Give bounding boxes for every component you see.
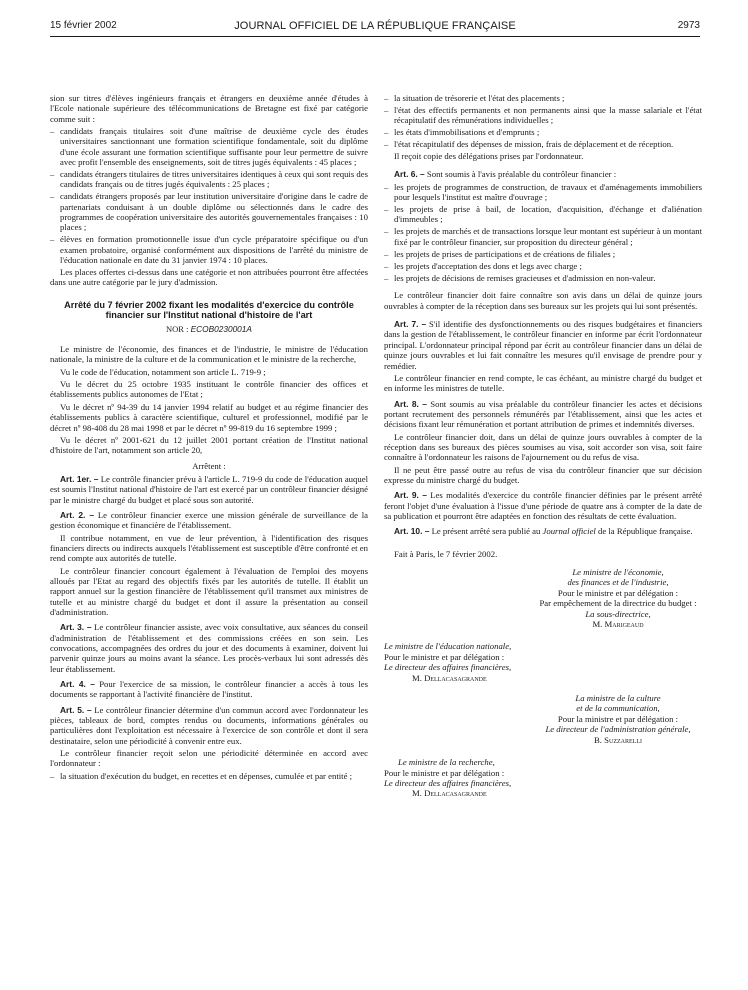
- article-2-paragraph: Le contrôleur financier concourt également à l'évaluation de l'emploi des moyens alloués par l'Etat au regard des objectifs fixés par les autorités de tutelle. Il établit un rapport annuel sur la gestion financière de l'établissement qu'il transmet aux ministres de tutelle et au ministre chargé du budget et dont il assure la présentation au conseil d'administration.: [50, 565, 368, 617]
- signature-place-date: Fait à Paris, le 7 février 2002.: [394, 548, 498, 559]
- list-item: – l'état des effectifs permanents et non permanents ainsi que la masse salariale et l'état récapitulatif des rémunérations individuelles ;: [384, 104, 702, 126]
- article-2-paragraph: Il contribue notamment, en vue de leur prévention, à l'identification des risques financiers directs ou indirects auxquels l'établissement est susceptible d'être confronté et en rend compte aux autorités de tutelle.: [50, 532, 368, 564]
- signature-block: Le ministre de l'économie, des finances et de l'industrie, Pour le ministre et par délégation : Par empêchement de la directrice du budget : La sous-directrice, M. Marigeaud: [384, 567, 702, 629]
- article-5: Art. 5. – Le contrôleur financier détermine d'un commun accord avec l'ordonnateur les pièces, tableaux de bord, comptes rendus ou documents, informations générales ou particulières dont l'exploitation est nécessaire à l'exercice de son contrôle et dont il sera destinataire, selon une périodicité à convenir entre eux.: [50, 704, 368, 746]
- article-6-end: Le contrôleur financier doit faire connaître son avis dans un délai de quinze jours ouvrables à compter de la réception dans ses bureaux sur les projets qui lui sont présentés.: [384, 290, 702, 311]
- article-8: Art. 8. – Sont soumis au visa préalable du contrôleur financier les actes et décisions portant recrutement des personnels rémunérés par l'établissement, ainsi que les actes et décisions fixant leur rémunération et portant attribution de primes et indemnités diverses.: [384, 398, 702, 430]
- signatory-name: M. Marigeaud: [592, 619, 644, 630]
- list-item: – la situation d'exécution du budget, en recettes et en dépenses, cumulée et par entité ;: [50, 770, 353, 781]
- header-date: 15 février 2002: [50, 20, 117, 31]
- article-9: Art. 9. – Les modalités d'exercice du contrôle financier définies par le présent arrêté feront l'objet d'une évaluation à l'issue d'une période de quatre ans à compter de la date de sa publication et pourront être adaptées en fonction des résultats de cette évaluation.: [384, 490, 702, 521]
- arretent-heading: Arrêtent :: [192, 460, 226, 471]
- places-note: Les places offertes ci-dessus dans une catégorie et non attribuées pourront être affectées dans une autre catégorie par le jury d'admission.: [50, 266, 368, 288]
- right-column: [384, 93, 702, 799]
- list-item: – les projets de décisions de remises gracieuses et d'admission en non-valeur.: [384, 272, 656, 283]
- signatory-name: M. Dellacasagrande: [412, 672, 487, 683]
- article-8-paragraph: Il ne peut être passé outre au refus de visa du contrôleur financier que sur décision expresse du ministre chargé du budget.: [384, 464, 702, 485]
- list-item: – candidats français titulaires soit d'une maîtrise de deuxième cycle des études universitaires sanctionnant une formation scientifique fondamentale, soit du diplôme d'une école assurant une formation scientifique suffisante pour leur permettre de suivre avec profit l'ensemble des enseignements, soit de titres jugés équivalents : 45 places ;: [50, 126, 368, 168]
- visa-line: Vu le décret du 25 octobre 1935 instituant le contrôle financier des offices et établissements publics autonomes de l'Etat ;: [50, 379, 368, 400]
- header-page-number: 2973: [677, 20, 700, 31]
- article-6: Art. 6. – Sont soumis à l'avis préalable du contrôleur financier :: [394, 169, 617, 180]
- list-item: – les projets de marchés et de transactions lorsque leur montant est supérieur à un montant fixé par le contrôleur financier, sur proposition du directeur général ;: [384, 226, 702, 247]
- signatory-name: B. Suzzarelli: [594, 734, 642, 745]
- article-4: Art. 4. – Pour l'exercice de sa mission, le contrôleur financier a accès à tous les documents se rapportant à l'activité financière de l'institut.: [50, 679, 368, 700]
- page-header: [50, 18, 700, 34]
- signature-block: La ministre de la culture et de la communication, Pour la ministre et par délégation : Le directeur de l'administration générale, B. Suzzarelli: [384, 693, 702, 745]
- article-7: Art. 7. – S'il identifie des dysfonctionnements ou des risques budgétaires et financiers dans la gestion de l'établissement, le contrôleur financier en informe par écrit l'ordonnateur principal. L'ordonnateur principal répond par écrit au contrôleur financier dans un délai de quinze jours ouvrables et lui fait connaître les mesures qu'il envisage de prendre pour y remédier.: [384, 319, 702, 371]
- article-1: Art. 1er. – Le contrôle financier prévu à l'article L. 719-9 du code de l'éducation auquel est soumis l'Institut national d'histoire de l'art est exercé par un contrôleur financier désigné par le ministre chargé du budget et placé sous son autorité.: [50, 473, 368, 505]
- list-item: – élèves en formation promotionnelle issue d'un cycle préparatoire spécifique ou d'un examen probatoire, organisé conformément aux dispositions de l'arrêté du ministre de l'éducation nationale en date du 31 janvier 1974 : 10 places.: [50, 234, 368, 265]
- nor-reference: NOR : ECOB0230001A: [166, 323, 252, 334]
- left-column: [50, 93, 368, 783]
- article-5-paragraph: Le contrôleur financier reçoit selon une périodicité déterminée en accord avec l'ordonnateur :: [50, 748, 368, 769]
- article-10: Art. 10. – Le présent arrêté sera publié au Journal officiel de la République française.: [394, 526, 693, 537]
- visa-line: Vu le code de l'éducation, notamment son article L. 719-9 ;: [60, 366, 266, 377]
- signatory-name: M. Dellacasagrande: [412, 788, 487, 799]
- nor-code: ECOB0230001A: [190, 323, 252, 334]
- list-item: – les états d'immobilisations et d'emprunts ;: [384, 127, 540, 138]
- preamble: Le ministre de l'économie, des finances et de l'industrie, le ministre de l'éducation nationale, la ministre de la culture et de la communication et le ministre de la recherche,: [50, 344, 368, 365]
- header-journal-title: JOURNAL OFFICIEL DE LA RÉPUBLIQUE FRANÇAISE: [234, 20, 516, 32]
- article-3: Art. 3. – Le contrôleur financier assiste, avec voix consultative, aux séances du conseil d'administration de l'établissement et des commissions créées en son sein. Les convocations, accompagnées des ordres du jour et des documents à examiner, doivent lui parvenir quinze jours au moins avant la séance. Les procès-verbaux lui sont adressés dès leur établissement.: [50, 622, 368, 674]
- list-item: – la situation de trésorerie et l'état des placements ;: [384, 93, 565, 103]
- list-item: – candidats étrangers proposés par leur institution universitaire d'origine dans le cadre de partenariats conduisant à un double diplôme ou sélectionnés dans le cadre des programmes de coopération universitaire des autorités gouvernementales françaises : 10 places ;: [50, 191, 368, 233]
- list-item: – candidats étrangers titulaires de titres universitaires identiques à ceux qui sont requis des candidats français ou de titres jugés équivalents : 25 places ;: [50, 169, 368, 190]
- decree-title: Arrêté du 7 février 2002 fixant les modalités d'exercice du contrôle financier sur l'Institut national d'histoire de l'art: [64, 299, 354, 321]
- list-item: – les projets de prise à bail, de location, d'acquisition, d'échange et d'aliénation d'immeubles ;: [384, 204, 702, 225]
- article-2: Art. 2. – Le contrôleur financier exerce une mission générale de surveillance de la gestion économique et financière de l'établissement.: [50, 509, 369, 531]
- list-item: – les projets de programmes de construction, de travaux et d'aménagements immobiliers pour lesquels l'institut est maître d'ouvrage ;: [384, 181, 702, 203]
- signature-block: Le ministre de l'éducation nationale, Pour le ministre et par délégation : Le directeur des affaires financières, M. Dellacasagrande: [384, 641, 702, 683]
- signature-block: Le ministre de la recherche, Pour le ministre et par délégation : Le directeur des affaires financières, M. Dellacasagrande: [384, 757, 702, 799]
- article-8-paragraph: Le contrôleur financier doit, dans un délai de quinze jours ouvrables à compter de la réception dans ses bureaux des pièces soumises au visa, soit accorder son visa, soit faire connaître à l'ordonnateur les raisons de l'ajournement ou du refus de visa.: [384, 431, 702, 463]
- visa-line: Vu le décret nº 94-39 du 14 janvier 1994 relatif au budget et au régime financier des établissements publics à caractère scientifique, culturel et professionnel, modifié par le décret nº 98-408 du 28 mai 1998 et par le décret nº 99-819 du 16 septembre 1999 ;: [50, 401, 368, 433]
- list-item: – les projets de prises de participations et de créations de filiales ;: [384, 248, 616, 259]
- article-5-end: Il reçoit copie des délégations prises par l'ordonnateur.: [394, 151, 584, 162]
- visa-line: Vu le décret nº 2001-621 du 12 juillet 2001 portant création de l'Institut national d'histoire de l'art, notamment son article 20,: [50, 434, 368, 456]
- list-item: – l'état récapitulatif des dépenses de mission, frais de déplacement et de réception.: [384, 139, 674, 150]
- article-7-paragraph: Le contrôleur financier en rend compte, le cas échéant, au ministre chargé du budget et en informe les ministres de tutelle.: [384, 372, 702, 394]
- list-item: – les projets d'acceptation des dons et legs avec charge ;: [384, 260, 582, 271]
- header-rule: [50, 36, 700, 37]
- intro-paragraph: sion sur titres d'élèves ingénieurs français et étrangers en deuxième année d'études à l'Ecole nationale supérieure des télécommunications de Bretagne est fixé par catégorie comme suit :: [50, 93, 368, 124]
